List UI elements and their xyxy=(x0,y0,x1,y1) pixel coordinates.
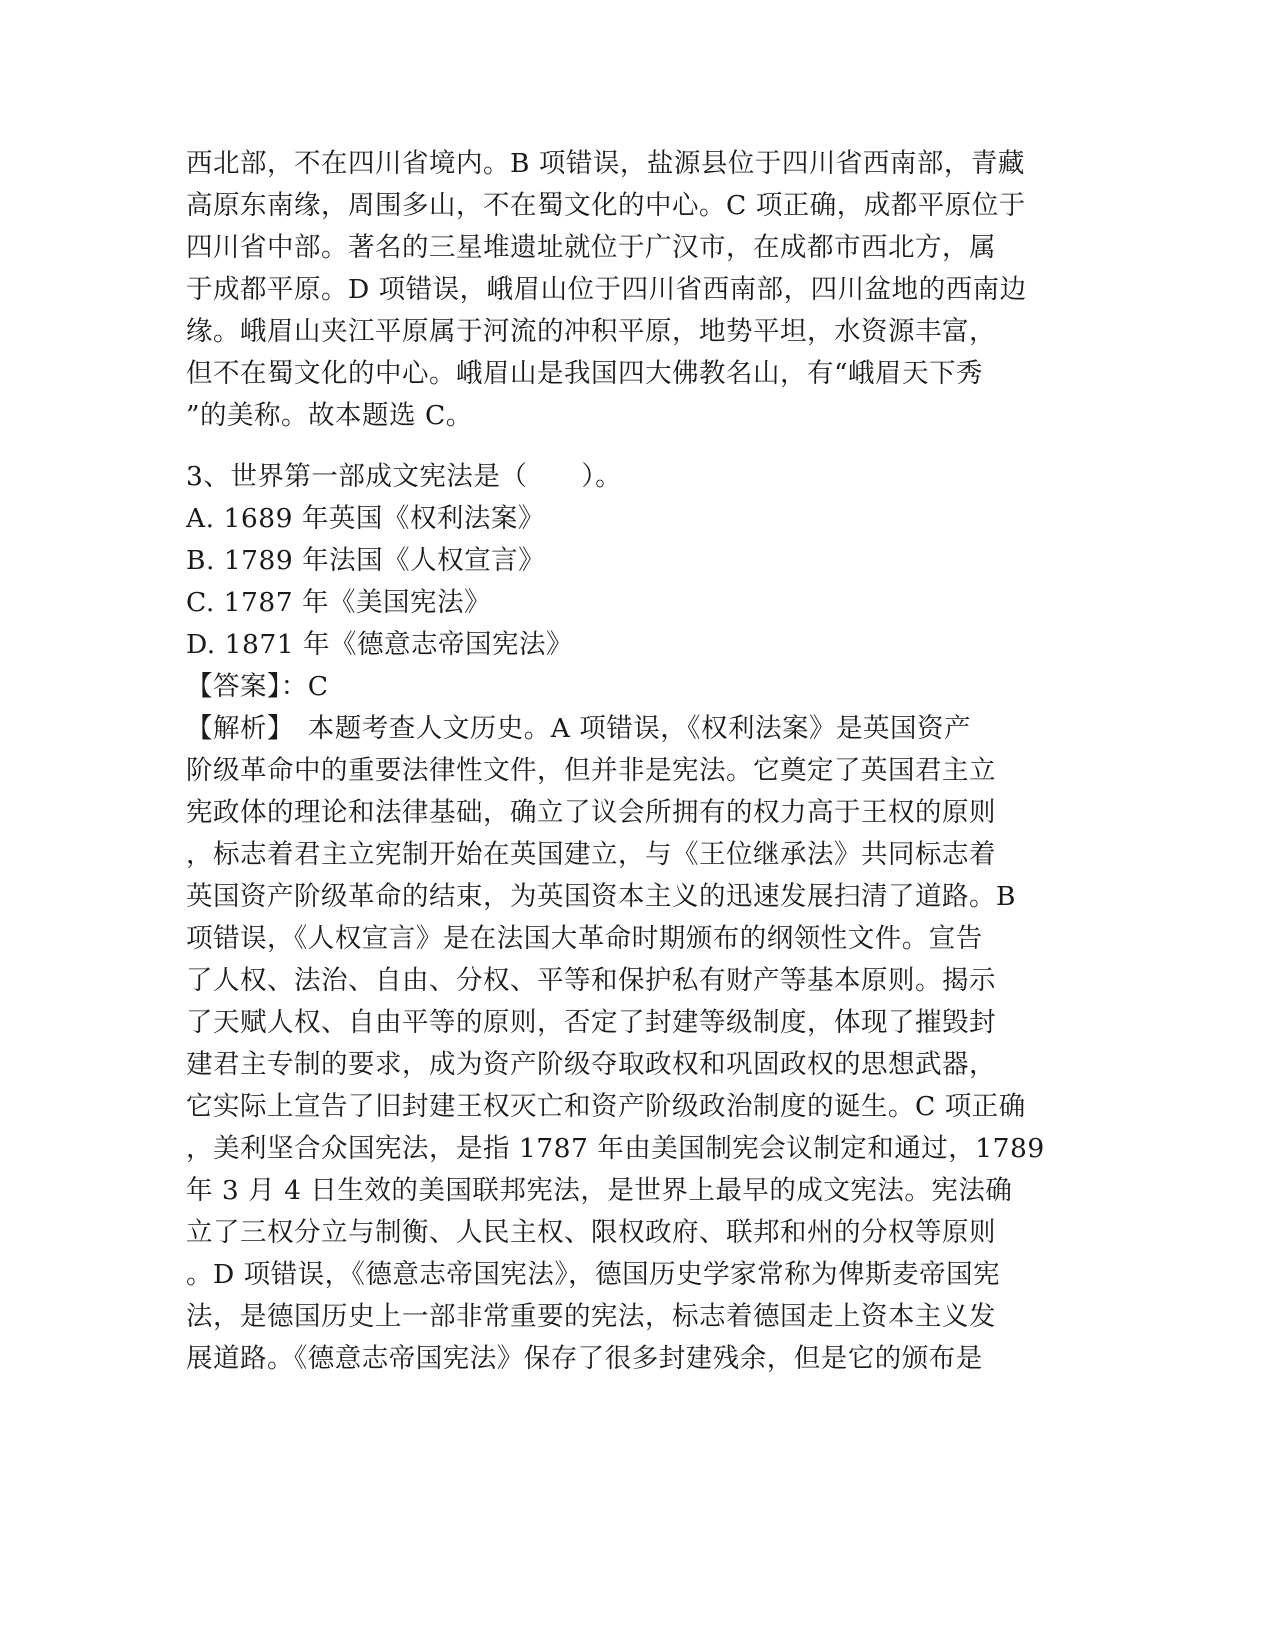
analysis-line: 它实际上宣告了旧封建王权灭亡和资产阶级政治制度的诞生。C 项正确 xyxy=(186,1091,1026,1122)
analysis-line: 了人权、法治、自由、分权、平等和保护私有财产等基本原则。揭示 xyxy=(186,965,996,996)
analysis-line: 【解析】 本题考查人文历史。A 项错误，《权利法案》是英国资产 xyxy=(186,713,972,744)
continuation-line: 四川省中部。著名的三星堆遗址就位于广汉市，在成都市西北方，属 xyxy=(186,232,996,263)
analysis-line: 年 3 月 4 日生效的美国联邦宪法，是世界上最早的成文宪法。宪法确 xyxy=(186,1175,1013,1206)
analysis-line: 阶级革命中的重要法律性文件，但并非是宪法。它奠定了英国君主立 xyxy=(186,755,996,786)
analysis-line: 宪政体的理论和法律基础，确立了议会所拥有的权力高于王权的原则 xyxy=(186,797,996,828)
analysis-line: 项错误，《人权宣言》是在法国大革命时期颁布的纲领性文件。宣告 xyxy=(186,923,983,954)
analysis-line: 建君主专制的要求，成为资产阶级夺取政权和巩固政权的思想武器， xyxy=(186,1049,996,1080)
continuation-line: 但不在蜀文化的中心。峨眉山是我国四大佛教名山，有“峨眉天下秀 xyxy=(186,358,984,389)
option-d: D. 1871 年《德意志帝国宪法》 xyxy=(186,629,574,660)
answer-line: 【答案】：C xyxy=(186,671,329,702)
option-c: C. 1787 年《美国宪法》 xyxy=(186,587,492,618)
continuation-line: 缘。峨眉山夹江平原属于河流的冲积平原，地势平坦，水资源丰富， xyxy=(186,316,996,347)
analysis-line: 展道路。《德意志帝国宪法》保存了很多封建残余，但是它的颁布是 xyxy=(186,1343,983,1374)
option-b: B. 1789 年法国《人权宣言》 xyxy=(186,545,546,576)
continuation-line: ”的美称。故本题选 C。 xyxy=(186,400,473,431)
analysis-line: 立了三权分立与制衡、人民主权、限权政府、联邦和州的分权等原则 xyxy=(186,1217,996,1248)
continuation-line: 西北部，不在四川省境内。B 项错误，盐源县位于四川省西南部，青藏 xyxy=(186,148,1025,179)
continuation-line: 于成都平原。D 项错误，峨眉山位于四川省西南部，四川盆地的西南边 xyxy=(186,274,1027,305)
analysis-line: 英国资产阶级革命的结束，为英国资本主义的迅速发展扫清了道路。B xyxy=(186,881,1016,912)
analysis-line: ，标志着君主立宪制开始在英国建立，与《王位继承法》共同标志着 xyxy=(186,839,996,870)
analysis-line: 了天赋人权、自由平等的原则，否定了封建等级制度，体现了摧毁封 xyxy=(186,1007,996,1038)
analysis-line: 法，是德国历史上一部非常重要的宪法，标志着德国走上资本主义发 xyxy=(186,1301,996,1332)
analysis-line: ，美利坚合众国宪法，是指 1787 年由美国制宪会议制定和通过，1789 xyxy=(186,1133,1045,1164)
question-stem: 3、世界第一部成文宪法是（ ）。 xyxy=(186,461,623,492)
option-a: A. 1689 年英国《权利法案》 xyxy=(186,503,545,534)
continuation-line: 高原东南缘，周围多山，不在蜀文化的中心。C 项正确，成都平原位于 xyxy=(186,190,1026,221)
analysis-line: 。D 项错误，《德意志帝国宪法》，德国历史学家常称为俾斯麦帝国宪 xyxy=(186,1259,1001,1290)
